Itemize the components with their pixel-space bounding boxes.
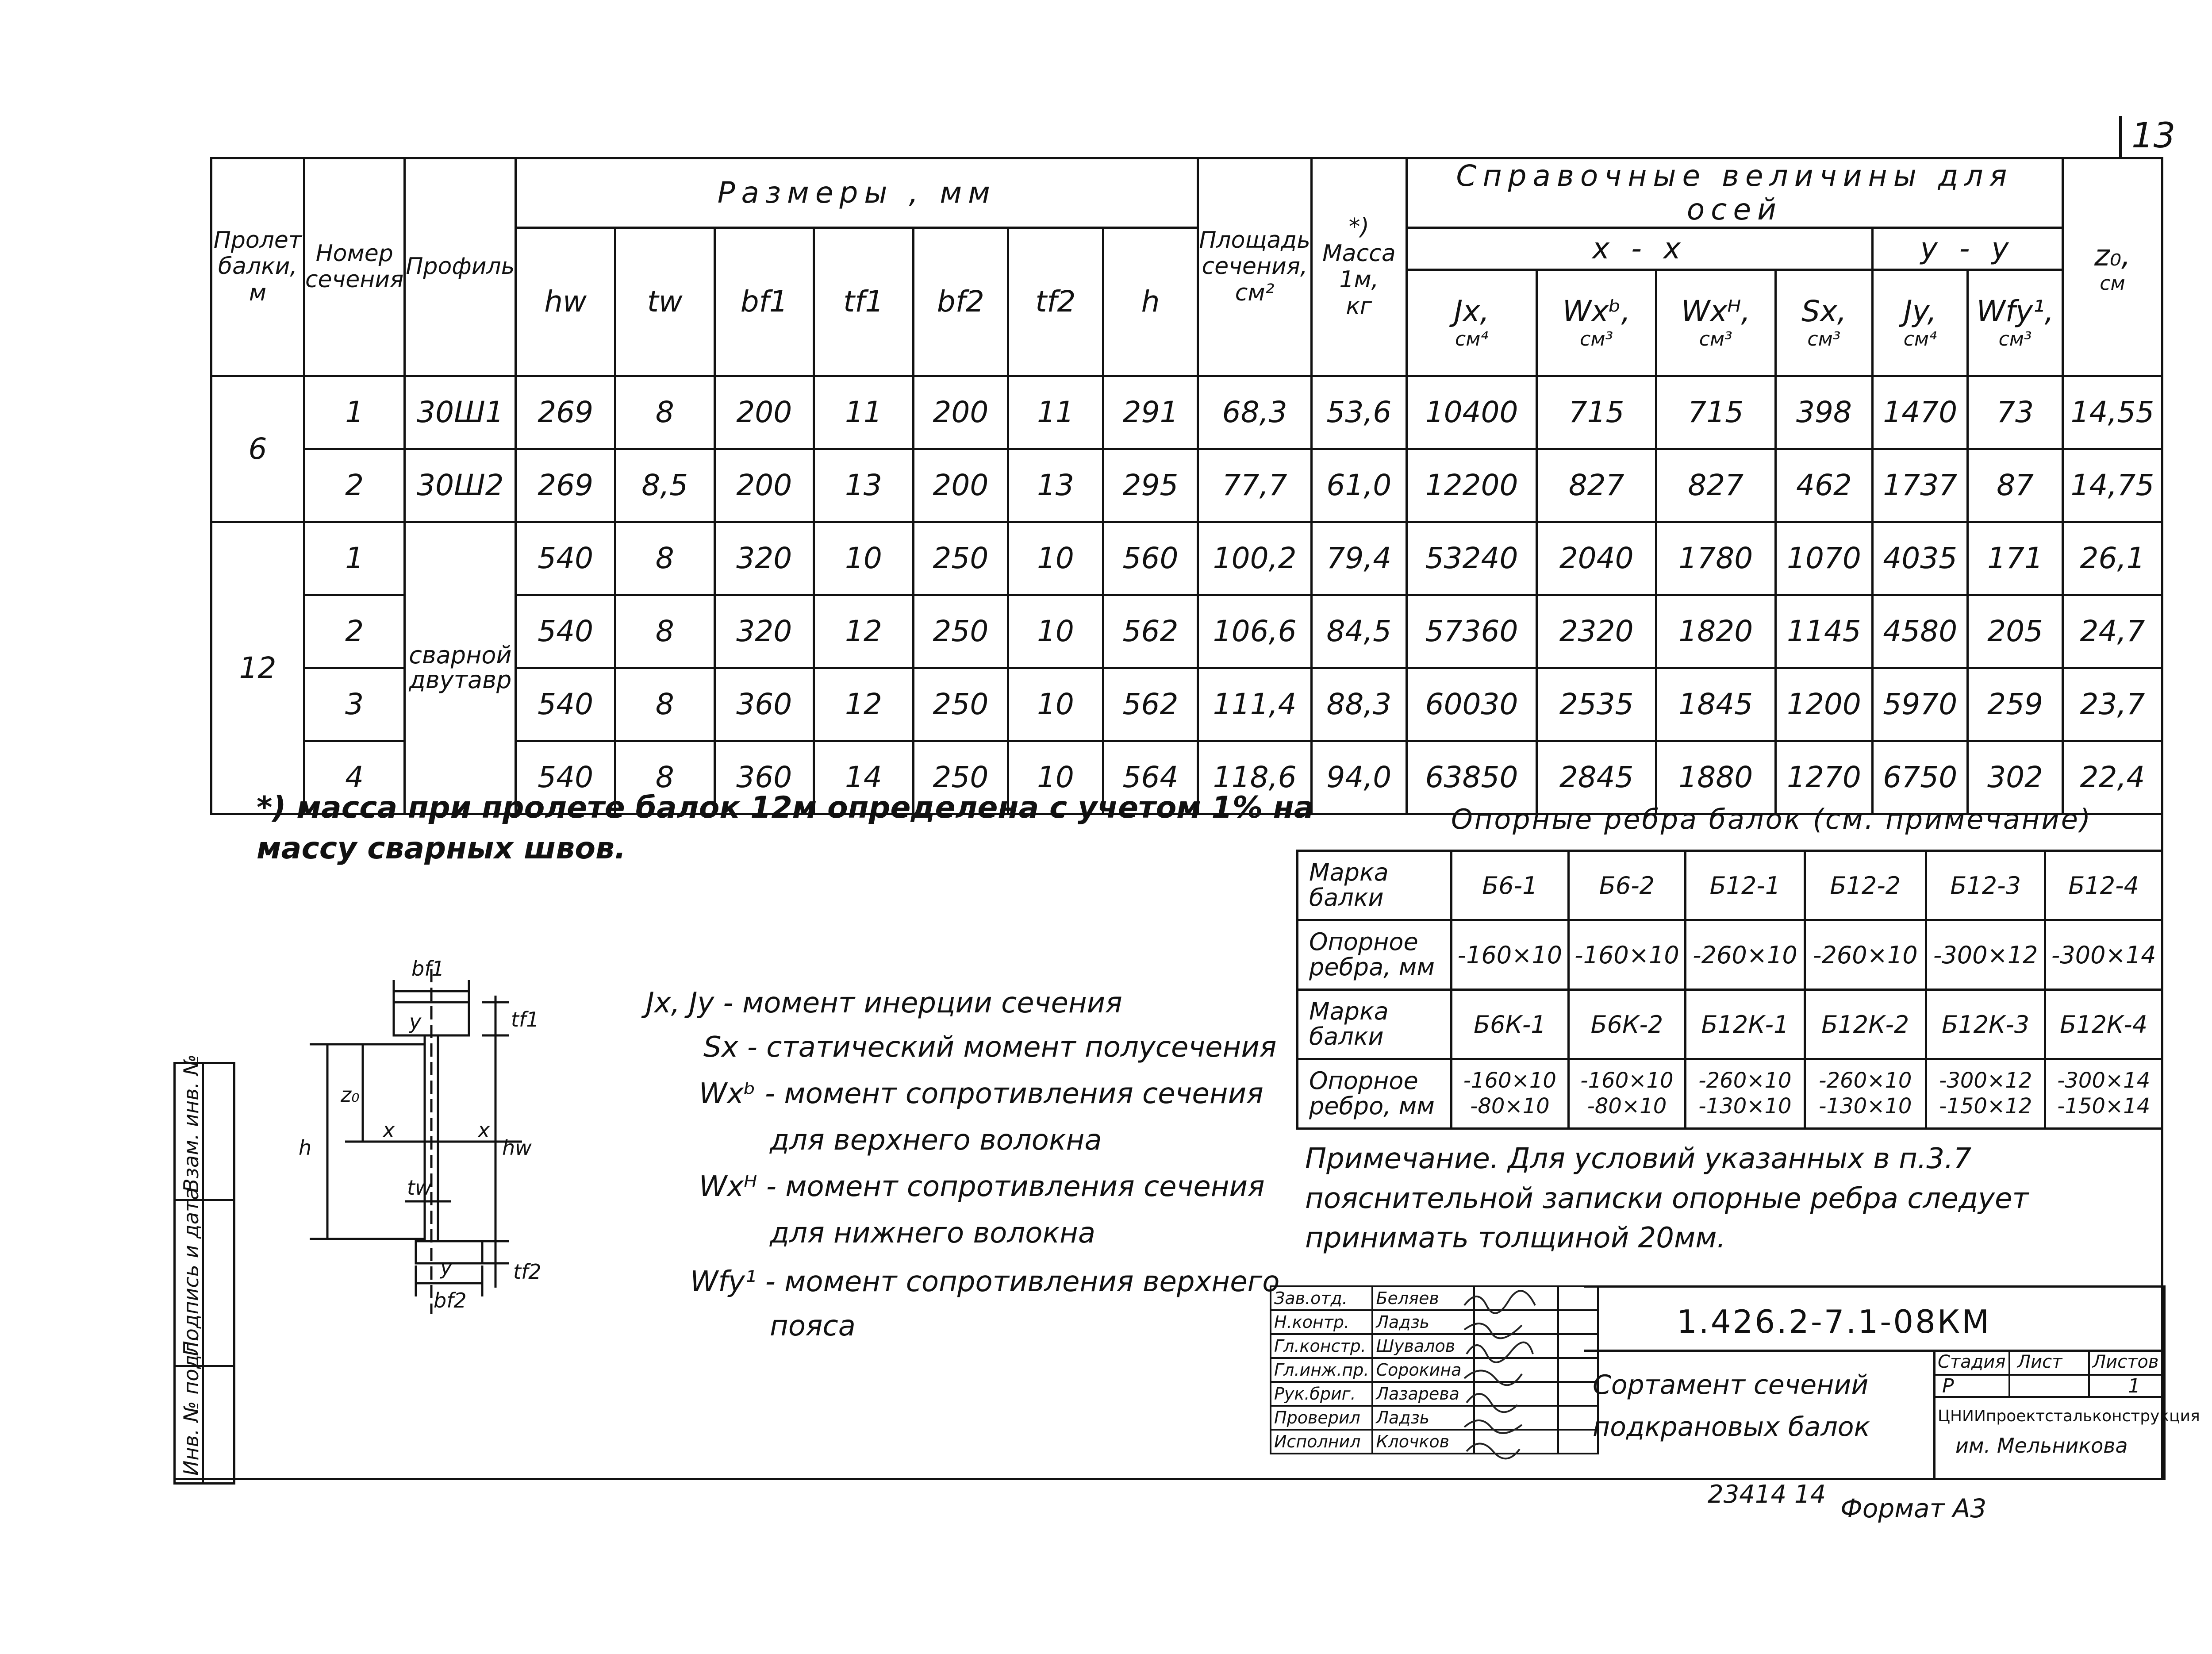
header-yy-group: y - y bbox=[1873, 227, 2063, 269]
cell-bf2: 200 bbox=[913, 376, 1008, 449]
cell-wfy: 302 bbox=[1968, 741, 2063, 814]
cell-z0: 14,55 bbox=[2063, 376, 2162, 449]
cell-tw: 8 bbox=[615, 668, 715, 741]
cell-jy: 6750 bbox=[1873, 741, 1968, 814]
stamp-name: Ладзь bbox=[1372, 1406, 1474, 1430]
header-area: Площадь сечения, см² bbox=[1198, 158, 1312, 376]
cell-z0: 23,7 bbox=[2063, 668, 2162, 741]
cell-mass: 79,4 bbox=[1311, 522, 1406, 595]
header-profile: Профиль bbox=[405, 158, 516, 376]
table-row bbox=[211, 449, 2162, 522]
cell-tf2: 10 bbox=[1008, 595, 1103, 668]
cell-wxh: 1820 bbox=[1656, 595, 1775, 668]
cell-wxh: 1880 bbox=[1656, 741, 1775, 814]
cell-jy: 5970 bbox=[1873, 668, 1968, 741]
sheet-number: 13 bbox=[2119, 116, 2175, 158]
header-section-no: Номер сечения bbox=[304, 158, 404, 376]
cell-hw: 540 bbox=[516, 741, 615, 814]
section-table bbox=[210, 157, 2163, 815]
cell-mass: 84,5 bbox=[1311, 595, 1406, 668]
cell-h: 291 bbox=[1103, 376, 1198, 449]
side-strip bbox=[173, 1054, 235, 1485]
label-y-bot: y bbox=[440, 1255, 453, 1279]
cell-sx: 1145 bbox=[1775, 595, 1873, 668]
mass-footnote: *) масса при пролете балок 12м определена с учетом 1% на массу сварных швов. bbox=[257, 790, 1314, 866]
ribs-row-mark bbox=[1298, 851, 2162, 920]
cell-tf2: 11 bbox=[1008, 376, 1103, 449]
ribs-label: Опорное ребро, мм bbox=[1298, 1059, 1452, 1129]
cell-wxb: 2320 bbox=[1537, 595, 1656, 668]
cell-mass: 61,0 bbox=[1311, 449, 1406, 522]
header-h: h bbox=[1103, 227, 1198, 376]
table-row bbox=[211, 522, 2162, 595]
cell-wfy: 205 bbox=[1968, 595, 2063, 668]
stamp-role: Рук.бриг. bbox=[1271, 1382, 1372, 1406]
cell-bf2: 250 bbox=[913, 741, 1008, 814]
ribs-cell: Б12-3 bbox=[1926, 851, 2045, 920]
cell-h: 560 bbox=[1103, 522, 1198, 595]
header-hw: hw bbox=[516, 227, 615, 376]
cell-area: 77,7 bbox=[1198, 449, 1312, 522]
legend-line: Sx - статический момент полусечения bbox=[703, 1031, 1277, 1064]
section-no-cell: 1 bbox=[304, 522, 404, 595]
org-line-2: им. Мельникова bbox=[1955, 1434, 2128, 1458]
label-x-left: x bbox=[383, 1118, 395, 1142]
note: Примечание. Для условий указанных в п.3.7 пояснительной записки опорные ребра следует принимать толщиной 20мм. bbox=[1305, 1142, 2029, 1255]
stamp-role: Проверил bbox=[1271, 1406, 1372, 1430]
header-tw: tw bbox=[615, 227, 715, 376]
cell-wxh: 715 bbox=[1656, 376, 1775, 449]
profile-cell: 30Ш1 bbox=[405, 376, 516, 449]
cell-bf1: 360 bbox=[714, 668, 814, 741]
ribs-cell: -260×10 bbox=[1686, 920, 1805, 990]
cell-area: 100,2 bbox=[1198, 522, 1312, 595]
cell-jy: 1737 bbox=[1873, 449, 1968, 522]
ribs-cell: Б6-2 bbox=[1568, 851, 1686, 920]
title-line-2: подкрановых балок bbox=[1593, 1412, 1870, 1442]
cell-sx: 462 bbox=[1775, 449, 1873, 522]
cell-wxh: 1845 bbox=[1656, 668, 1775, 741]
sheets-label: Листов bbox=[2093, 1352, 2159, 1372]
frame-bottom-line bbox=[173, 1478, 2163, 1480]
cell-wxb: 2535 bbox=[1537, 668, 1656, 741]
cell-wfy: 87 bbox=[1968, 449, 2063, 522]
ribs-cell: Б12К-3 bbox=[1926, 990, 2045, 1059]
cell-tf2: 10 bbox=[1008, 522, 1103, 595]
cell-bf1: 360 bbox=[714, 741, 814, 814]
ribs-cell: -160×10 bbox=[1568, 920, 1686, 990]
label-y-top: y bbox=[409, 1010, 422, 1034]
header-wxb: Wxᵇ, см³ bbox=[1537, 269, 1656, 376]
stage-value: Р bbox=[1942, 1375, 1954, 1397]
label-tf1: tf1 bbox=[511, 1008, 539, 1031]
stage-label: Стадия bbox=[1938, 1352, 2006, 1372]
cell-wxh: 1780 bbox=[1656, 522, 1775, 595]
cell-bf2: 200 bbox=[913, 449, 1008, 522]
header-sx: Sx, см³ bbox=[1775, 269, 1873, 376]
ribs-table bbox=[1296, 850, 2163, 1130]
ribs-cell: -160×10 bbox=[1452, 920, 1569, 990]
ribs-cell: -300×14 bbox=[2045, 920, 2162, 990]
cell-jy: 1470 bbox=[1873, 376, 1968, 449]
cell-wfy: 73 bbox=[1968, 376, 2063, 449]
cell-hw: 540 bbox=[516, 595, 615, 668]
cell-tw: 8 bbox=[615, 741, 715, 814]
stamp-role: Зав.отд. bbox=[1271, 1286, 1372, 1310]
ribs-label: Марка балки bbox=[1298, 990, 1452, 1059]
section-no-cell: 1 bbox=[304, 376, 404, 449]
label-hw: hw bbox=[502, 1136, 532, 1160]
label-z0: z₀ bbox=[341, 1083, 360, 1107]
cell-bf1: 320 bbox=[714, 522, 814, 595]
ribs-label: Опорное ребра, мм bbox=[1298, 920, 1452, 990]
ribs-caption: Опорные ребра балок (см. примечание) bbox=[1451, 803, 2093, 835]
cell-hw: 269 bbox=[516, 449, 615, 522]
cell-tf1: 12 bbox=[814, 595, 913, 668]
ribs-row-mark-k bbox=[1298, 990, 2162, 1059]
cell-hw: 540 bbox=[516, 522, 615, 595]
cell-hw: 540 bbox=[516, 668, 615, 741]
cell-bf1: 200 bbox=[714, 449, 814, 522]
ribs-cell: -300×12 bbox=[1926, 920, 2045, 990]
legend-line: пояса bbox=[770, 1310, 856, 1342]
ribs-row-rib-k bbox=[1298, 1059, 2162, 1129]
cell-jy: 4035 bbox=[1873, 522, 1968, 595]
label-x-right: x bbox=[478, 1118, 490, 1142]
ribs-cell: Б6К-2 bbox=[1568, 990, 1686, 1059]
cell-tw: 8 bbox=[615, 376, 715, 449]
label-tw: tw bbox=[407, 1176, 432, 1200]
cell-tf2: 10 bbox=[1008, 741, 1103, 814]
legend-line: для верхнего волокна bbox=[770, 1124, 1102, 1157]
label-bf1: bf1 bbox=[411, 960, 445, 981]
cell-mass: 88,3 bbox=[1311, 668, 1406, 741]
ribs-cell: Б12К-4 bbox=[2045, 990, 2162, 1059]
stamp-role: Гл.констр. bbox=[1271, 1334, 1372, 1358]
stamp-table bbox=[1270, 1285, 1599, 1454]
header-mass: *) Масса 1м, кг bbox=[1311, 158, 1406, 376]
cell-area: 106,6 bbox=[1198, 595, 1312, 668]
span-cell: 12 bbox=[211, 522, 304, 814]
header-wxh: Wxᴴ, см³ bbox=[1656, 269, 1775, 376]
cell-sx: 1070 bbox=[1775, 522, 1873, 595]
header-bf1: bf1 bbox=[714, 227, 814, 376]
cell-jx: 10400 bbox=[1406, 376, 1537, 449]
cell-z0: 14,75 bbox=[2063, 449, 2162, 522]
span-cell: 6 bbox=[211, 376, 304, 522]
label-bf2: bf2 bbox=[434, 1289, 467, 1312]
section-no-cell: 2 bbox=[304, 595, 404, 668]
cell-tf1: 11 bbox=[814, 376, 913, 449]
cell-h: 562 bbox=[1103, 595, 1198, 668]
cell-bf1: 200 bbox=[714, 376, 814, 449]
cell-tw: 8 bbox=[615, 522, 715, 595]
legend-line: Wxᵇ - момент сопротивления сечения bbox=[699, 1077, 1263, 1110]
cell-wfy: 259 bbox=[1968, 668, 2063, 741]
cell-hw: 269 bbox=[516, 376, 615, 449]
stamp-role: Н.контр. bbox=[1271, 1310, 1372, 1334]
cell-tw: 8 bbox=[615, 595, 715, 668]
cell-area: 68,3 bbox=[1198, 376, 1312, 449]
header-tf1: tf1 bbox=[814, 227, 913, 376]
ribs-cell: -260×10 -130×10 bbox=[1805, 1059, 1926, 1129]
cell-z0: 26,1 bbox=[2063, 522, 2162, 595]
side-inv: Инв. № подл. bbox=[179, 1335, 203, 1476]
cell-jx: 53240 bbox=[1406, 522, 1537, 595]
cell-area: 111,4 bbox=[1198, 668, 1312, 741]
profile-cell: сварной двутавр bbox=[405, 522, 516, 814]
header-jy: Jy, см⁴ bbox=[1873, 269, 1968, 376]
cell-jx: 57360 bbox=[1406, 595, 1537, 668]
org-line-1: ЦНИИпроектстальконструкция bbox=[1938, 1407, 2200, 1425]
i-beam-diagram bbox=[274, 960, 593, 1323]
header-z0: z₀, см bbox=[2063, 158, 2162, 376]
stamp-name: Сорокина bbox=[1372, 1358, 1474, 1382]
cell-sx: 1270 bbox=[1775, 741, 1873, 814]
side-sign: Подпись и дата bbox=[179, 1187, 203, 1356]
ribs-cell: -300×12 -150×12 bbox=[1926, 1059, 2045, 1129]
cell-sx: 398 bbox=[1775, 376, 1873, 449]
sheets-value: 1 bbox=[2128, 1375, 2140, 1397]
stamp-name: Клочков bbox=[1372, 1430, 1474, 1454]
cell-wxh: 827 bbox=[1656, 449, 1775, 522]
stamp-name: Шувалов bbox=[1372, 1334, 1474, 1358]
ribs-cell: Б6-1 bbox=[1452, 851, 1569, 920]
cell-area: 118,6 bbox=[1198, 741, 1312, 814]
ribs-cell: -260×10 -130×10 bbox=[1686, 1059, 1805, 1129]
cell-bf1: 320 bbox=[714, 595, 814, 668]
stamp-role: Гл.инж.пр. bbox=[1271, 1358, 1372, 1382]
cell-jx: 63850 bbox=[1406, 741, 1537, 814]
cell-tw: 8,5 bbox=[615, 449, 715, 522]
ribs-cell: Б12К-2 bbox=[1805, 990, 1926, 1059]
table-row bbox=[211, 376, 2162, 449]
cell-mass: 53,6 bbox=[1311, 376, 1406, 449]
cell-tf2: 13 bbox=[1008, 449, 1103, 522]
stamp-name: Ладзь bbox=[1372, 1310, 1474, 1334]
legend-line: Wxᴴ - момент сопротивления сечения bbox=[699, 1170, 1265, 1203]
ribs-cell: -160×10 -80×10 bbox=[1568, 1059, 1686, 1129]
profile-cell: 30Ш2 bbox=[405, 449, 516, 522]
legend-line: Jx, Jy - момент инерции сечения bbox=[646, 987, 1122, 1019]
legend-line: Wfy¹ - момент сопротивления верхнего bbox=[690, 1266, 1280, 1298]
header-tf2: tf2 bbox=[1008, 227, 1103, 376]
section-no-cell: 4 bbox=[304, 741, 404, 814]
signature-scribbles bbox=[1460, 1288, 1544, 1473]
cell-jx: 12200 bbox=[1406, 449, 1537, 522]
title-line-1: Сортамент сечений bbox=[1593, 1369, 1869, 1400]
title-block bbox=[1584, 1285, 2200, 1480]
cell-z0: 24,7 bbox=[2063, 595, 2162, 668]
header-wfy: Wfy¹, см³ bbox=[1968, 269, 2063, 376]
header-jx: Jx, см⁴ bbox=[1406, 269, 1537, 376]
header-xx-group: x - x bbox=[1406, 227, 1873, 269]
ribs-cell: Б12К-1 bbox=[1686, 990, 1805, 1059]
header-ref-group: Справочные величины для осей bbox=[1406, 158, 2062, 228]
cell-bf2: 250 bbox=[913, 595, 1008, 668]
cell-bf2: 250 bbox=[913, 522, 1008, 595]
cell-h: 564 bbox=[1103, 741, 1198, 814]
section-no-cell: 2 bbox=[304, 449, 404, 522]
cell-tf1: 10 bbox=[814, 522, 913, 595]
stamp-name: Лазарева bbox=[1372, 1382, 1474, 1406]
stamp-name: Беляев bbox=[1372, 1286, 1474, 1310]
cell-tf1: 14 bbox=[814, 741, 913, 814]
cell-mass: 94,0 bbox=[1311, 741, 1406, 814]
ribs-cell: Б12-1 bbox=[1686, 851, 1805, 920]
ribs-cell: -260×10 bbox=[1805, 920, 1926, 990]
ribs-cell: Б12-2 bbox=[1805, 851, 1926, 920]
cell-z0: 22,4 bbox=[2063, 741, 2162, 814]
header-span: Пролет балки, м bbox=[211, 158, 304, 376]
cell-wxb: 715 bbox=[1537, 376, 1656, 449]
cell-jx: 60030 bbox=[1406, 668, 1537, 741]
cell-wxb: 2845 bbox=[1537, 741, 1656, 814]
cell-tf2: 10 bbox=[1008, 668, 1103, 741]
legend-line: для нижнего волокна bbox=[770, 1217, 1096, 1250]
cell-tf1: 13 bbox=[814, 449, 913, 522]
doc-code: 1.426.2-7.1-08КМ bbox=[1677, 1303, 1991, 1340]
cell-tf1: 12 bbox=[814, 668, 913, 741]
stamp-role: Исполнил bbox=[1271, 1430, 1372, 1454]
sheet-label: Лист bbox=[2017, 1352, 2062, 1372]
header-sizes-group: Размеры , мм bbox=[516, 158, 1198, 228]
cell-jy: 4580 bbox=[1873, 595, 1968, 668]
cell-wfy: 171 bbox=[1968, 522, 2063, 595]
format-label: Формат А3 bbox=[1840, 1493, 1987, 1523]
ribs-cell: Б12-4 bbox=[2045, 851, 2162, 920]
ribs-cell: -300×14 -150×14 bbox=[2045, 1059, 2162, 1129]
label-h: h bbox=[299, 1136, 312, 1160]
cell-sx: 1200 bbox=[1775, 668, 1873, 741]
section-no-cell: 3 bbox=[304, 668, 404, 741]
cell-h: 562 bbox=[1103, 668, 1198, 741]
doc-number: 23414 14 bbox=[1708, 1480, 1826, 1509]
cell-bf2: 250 bbox=[913, 668, 1008, 741]
cell-wxb: 2040 bbox=[1537, 522, 1656, 595]
cell-wxb: 827 bbox=[1537, 449, 1656, 522]
ribs-cell: Б6К-1 bbox=[1452, 990, 1569, 1059]
label-tf2: tf2 bbox=[513, 1260, 541, 1284]
ribs-label: Марка балки bbox=[1298, 851, 1452, 920]
ribs-cell: -160×10 -80×10 bbox=[1452, 1059, 1569, 1129]
header-bf2: bf2 bbox=[913, 227, 1008, 376]
side-replace: Взам. инв. № bbox=[179, 1054, 203, 1192]
cell-h: 295 bbox=[1103, 449, 1198, 522]
ribs-row-rib bbox=[1298, 920, 2162, 990]
